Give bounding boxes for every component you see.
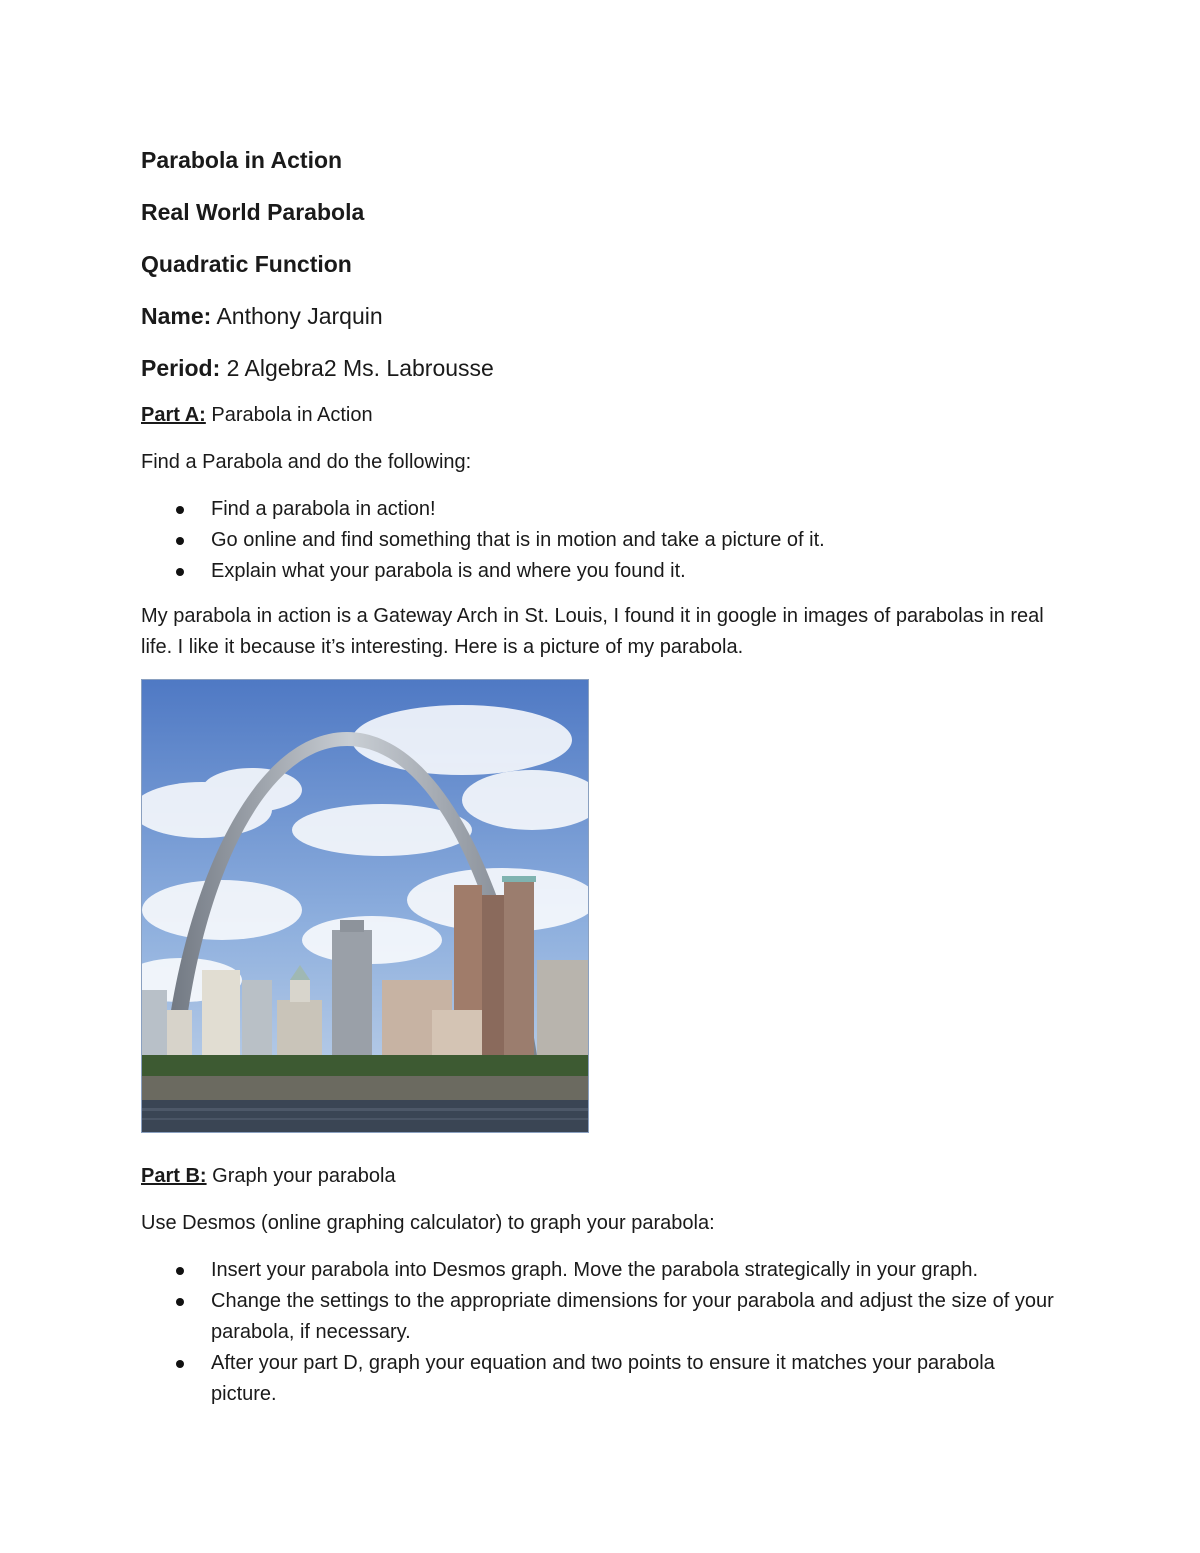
list-item: Insert your parabola into Desmos graph. Move the parabola strategically in your graph. [141, 1255, 1061, 1286]
list-item: Explain what your parabola is and where you found it. [141, 556, 1061, 587]
part-a-label: Part A: [141, 404, 206, 426]
part-a-answer: My parabola in action is a Gateway Arch in St. Louis, I found it in google in images of parabolas in real life. I like it because it’s interesting. Here is a picture of my parabola. [141, 605, 1044, 658]
part-a-heading [141, 400, 1061, 431]
part-b-intro: Use Desmos (online graphing calculator) to graph your parabola: [141, 1212, 715, 1234]
part-b-heading [141, 1161, 1061, 1192]
part-a-intro: Find a Parabola and do the following: [141, 451, 472, 473]
list-item: Find a parabola in action! [141, 494, 1061, 525]
list-item: After your part D, graph your equation and two points to ensure it matches your parabola picture. [141, 1348, 1061, 1410]
part-b-bullet-list [141, 1255, 1061, 1410]
name-value: Anthony Jarquin [216, 303, 383, 329]
document-subtitle: Real World Parabola [141, 199, 365, 225]
document-topic: Quadratic Function [141, 251, 352, 277]
name-line [141, 296, 1061, 348]
part-a-bullet-list [141, 494, 1061, 587]
name-label: Name: [141, 303, 212, 329]
period-line [141, 348, 1061, 400]
period-label: Period: [141, 355, 221, 381]
list-item: Go online and find something that is in motion and take a picture of it. [141, 525, 1061, 556]
part-b-label: Part B: [141, 1165, 207, 1187]
document-title: Parabola in Action [141, 147, 343, 173]
part-b-title: Graph your parabola [212, 1165, 396, 1187]
list-item: Change the settings to the appropriate dimensions for your parabola and adjust the size of your parabola, if necessary. [141, 1286, 1061, 1348]
gateway-arch-photo [141, 679, 589, 1133]
period-value: 2 Algebra2 Ms. Labrousse [226, 355, 494, 381]
part-a-title: Parabola in Action [211, 404, 373, 426]
document-page [141, 140, 1061, 1424]
